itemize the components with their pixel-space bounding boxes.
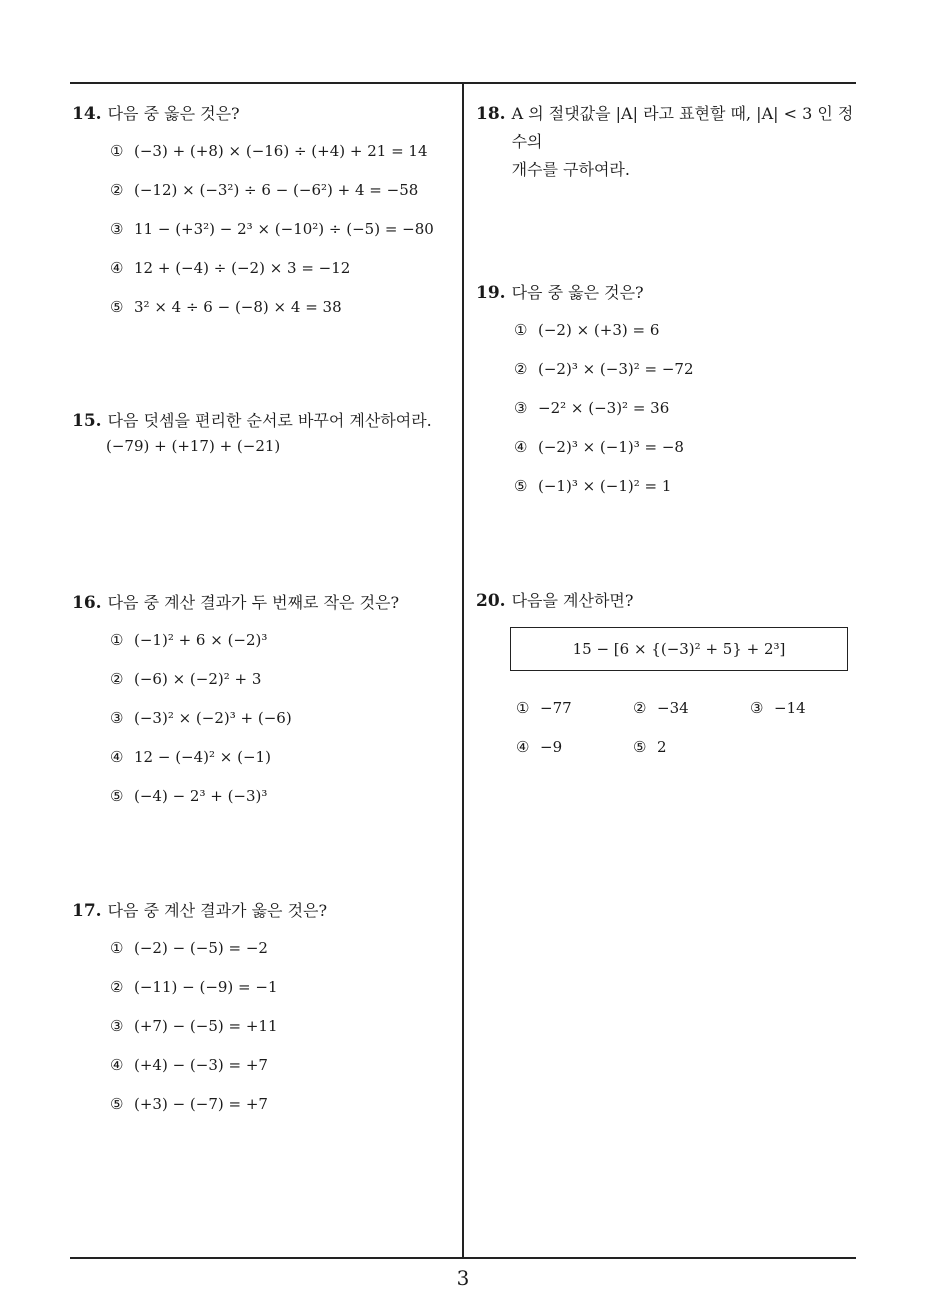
choice-3[interactable]: ③ −14 bbox=[750, 699, 806, 717]
choice-1[interactable]: ① (−1)² + 6 × (−2)³ bbox=[110, 631, 268, 649]
choice-5[interactable]: ⑤ (+3) − (−7) = +7 bbox=[110, 1095, 268, 1113]
question-18 bbox=[476, 100, 861, 184]
choice-5[interactable]: ⑤ (−1)³ × (−1)² = 1 bbox=[514, 477, 672, 495]
choice-5[interactable]: ⑤ 3² × 4 ÷ 6 − (−8) × 4 = 38 bbox=[110, 298, 342, 316]
column-divider bbox=[462, 82, 464, 1259]
question-19 bbox=[476, 279, 856, 516]
question-number: 17. bbox=[72, 901, 102, 921]
choice-2[interactable]: ② (−6) × (−2)² + 3 bbox=[110, 670, 262, 688]
choice-1[interactable]: ① −77 bbox=[516, 699, 572, 717]
question-16 bbox=[72, 589, 452, 826]
choice-3[interactable]: ③ 11 − (+3²) − 2³ × (−10²) ÷ (−5) = −80 bbox=[110, 220, 434, 238]
question-20 bbox=[476, 587, 861, 760]
question-text: 다음 중 옳은 것은? bbox=[511, 283, 644, 302]
question-expression: (−79) + (+17) + (−21) bbox=[106, 437, 281, 455]
question-text: 다음 중 계산 결과가 옳은 것은? bbox=[107, 901, 328, 920]
question-text: 다음 중 계산 결과가 두 번째로 작은 것은? bbox=[107, 593, 400, 612]
question-number: 20. bbox=[476, 591, 506, 611]
choice-3[interactable]: ③ −2² × (−3)² = 36 bbox=[514, 399, 670, 417]
question-number: 16. bbox=[72, 593, 102, 613]
choice-3[interactable]: ③ (+7) − (−5) = +11 bbox=[110, 1017, 278, 1035]
question-number: 15. bbox=[72, 411, 102, 431]
question-17 bbox=[72, 897, 452, 1134]
choice-3[interactable]: ③ (−3)² × (−2)³ + (−6) bbox=[110, 709, 292, 727]
choice-2[interactable]: ② −34 bbox=[633, 699, 689, 717]
question-text: 다음 덧셈을 편리한 순서로 바꾸어 계산하여라. bbox=[107, 411, 432, 430]
choice-2[interactable]: ② (−2)³ × (−3)² = −72 bbox=[514, 360, 694, 378]
choice-4[interactable]: ④ 12 − (−4)² × (−1) bbox=[110, 748, 271, 766]
choice-list bbox=[110, 939, 452, 1134]
choice-5[interactable]: ⑤ 2 bbox=[633, 738, 667, 756]
choice-4[interactable]: ④ (−2)³ × (−1)³ = −8 bbox=[514, 438, 684, 456]
choice-2[interactable]: ② (−11) − (−9) = −1 bbox=[110, 978, 278, 996]
question-number: 19. bbox=[476, 283, 506, 303]
choice-1[interactable]: ① (−2) × (+3) = 6 bbox=[514, 321, 660, 339]
question-15 bbox=[72, 407, 452, 455]
question-number: 18. bbox=[476, 104, 506, 124]
choice-4[interactable]: ④ 12 + (−4) ÷ (−2) × 3 = −12 bbox=[110, 259, 351, 277]
choice-1[interactable]: ① (−2) − (−5) = −2 bbox=[110, 939, 268, 957]
choice-list bbox=[514, 321, 856, 516]
choice-4[interactable]: ④ (+4) − (−3) = +7 bbox=[110, 1056, 268, 1074]
choice-list bbox=[110, 631, 452, 826]
question-text: A 의 절댓값을 |A| 라고 표현할 때, |A| < 3 인 정수의 개수를 구하여라. bbox=[511, 104, 854, 179]
choice-list bbox=[110, 142, 452, 337]
bottom-rule bbox=[70, 1257, 856, 1259]
page-number: 3 bbox=[456, 1266, 470, 1290]
choice-1[interactable]: ① (−3) + (+8) × (−16) ÷ (+4) + 21 = 14 bbox=[110, 142, 428, 160]
choice-grid bbox=[516, 699, 861, 760]
question-number: 14. bbox=[72, 104, 102, 124]
choice-2[interactable]: ② (−12) × (−3²) ÷ 6 − (−6²) + 4 = −58 bbox=[110, 181, 419, 199]
question-text: 다음 중 옳은 것은? bbox=[107, 104, 240, 123]
expression-text: 15 − [6 × {(−3)² + 5} + 2³] bbox=[572, 640, 786, 658]
expression-box bbox=[510, 627, 848, 671]
question-text: 다음을 계산하면? bbox=[511, 591, 634, 610]
choice-5[interactable]: ⑤ (−4) − 2³ + (−3)³ bbox=[110, 787, 268, 805]
question-14 bbox=[72, 100, 452, 337]
choice-4[interactable]: ④ −9 bbox=[516, 738, 563, 756]
